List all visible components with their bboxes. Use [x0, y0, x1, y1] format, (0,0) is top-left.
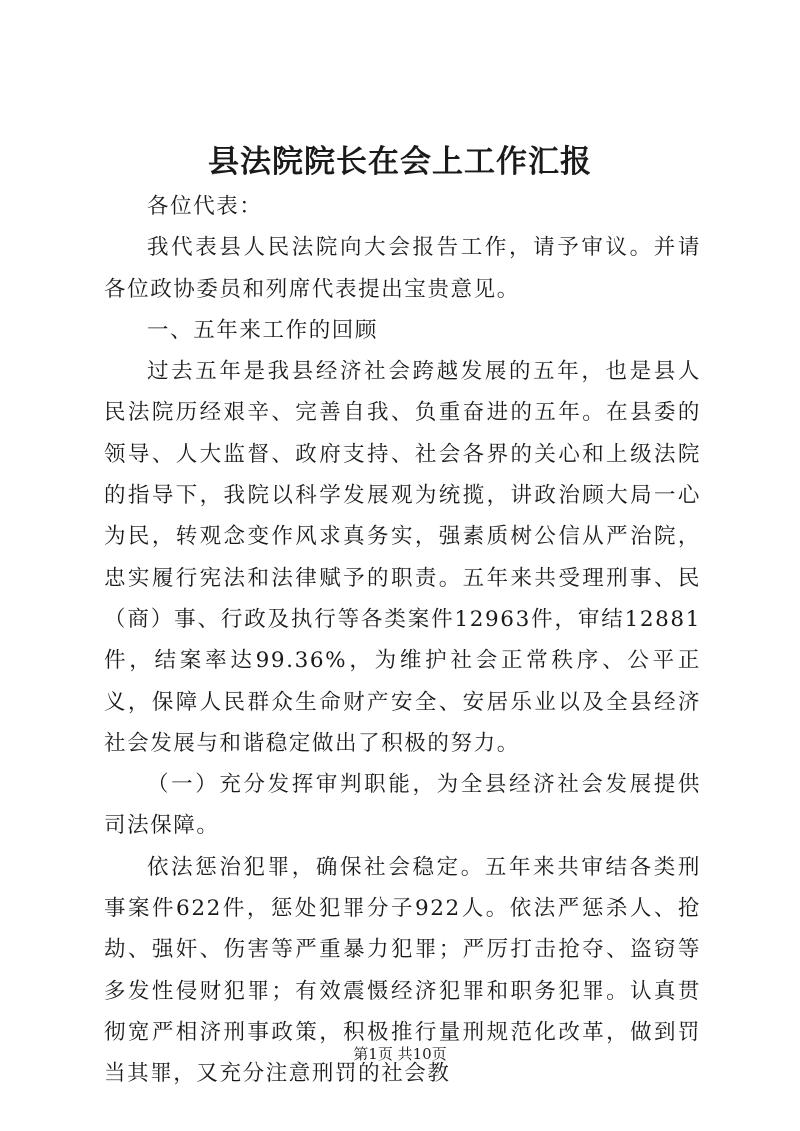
document-body [104, 186, 701, 1095]
salutation-paragraph: 各位代表： [147, 194, 263, 219]
review-paragraph: 过去五年是我县经济社会跨越发展的五年，也是县人民法院历经艰辛、完善自我、负重奋进的五年。在县委的领导、人大监督、政府支持、社会各界的关心和上级法院的指导下，我院以科学发展观为统揽，讲政治顾大局一心为民，转观念变作风求真务实，强素质树公信从严治院，忠实履行宪法和法律赋予的职责。五年来共受理刑事、民（商）事、行政及执行等各类案件12963件，审结12881件，结案率达99.36%，为维护社会正常秩序、公平正义，保障人民群众生命财产安全、安居乐业以及全县经济社会发展与和谐稳定做出了积极的努力。 [104, 359, 701, 756]
section-heading: 一、五年来工作的回顾 [147, 317, 379, 343]
subsection-heading: （一）充分发挥审判职能，为全县经济社会发展提供司法保障。 [104, 772, 701, 839]
criminal-justice-paragraph: 依法惩治犯罪，确保社会稳定。五年来共审结各类刑事案件622件，惩处犯罪分子922人。依法严惩杀人、抢劫、强奸、伤害等严重暴力犯罪；严厉打击抢夺、盗窃等多发性侵财犯罪；有效震慑经济犯罪和职务犯罪。认真贯彻宽严相济刑事政策，积极推行量刑规范化改革，做到罚当其罪，又充分注意刑罚的社会教 [104, 854, 701, 1087]
intro-paragraph: 我代表县人民法院向大会报告工作，请予审议。并请各位政协委员和列席代表提出宝贵意见。 [104, 235, 701, 302]
page-number-footer: 第1页 共10页 [353, 1045, 447, 1063]
document-title: 县法院院长在会上工作汇报 [208, 144, 592, 180]
